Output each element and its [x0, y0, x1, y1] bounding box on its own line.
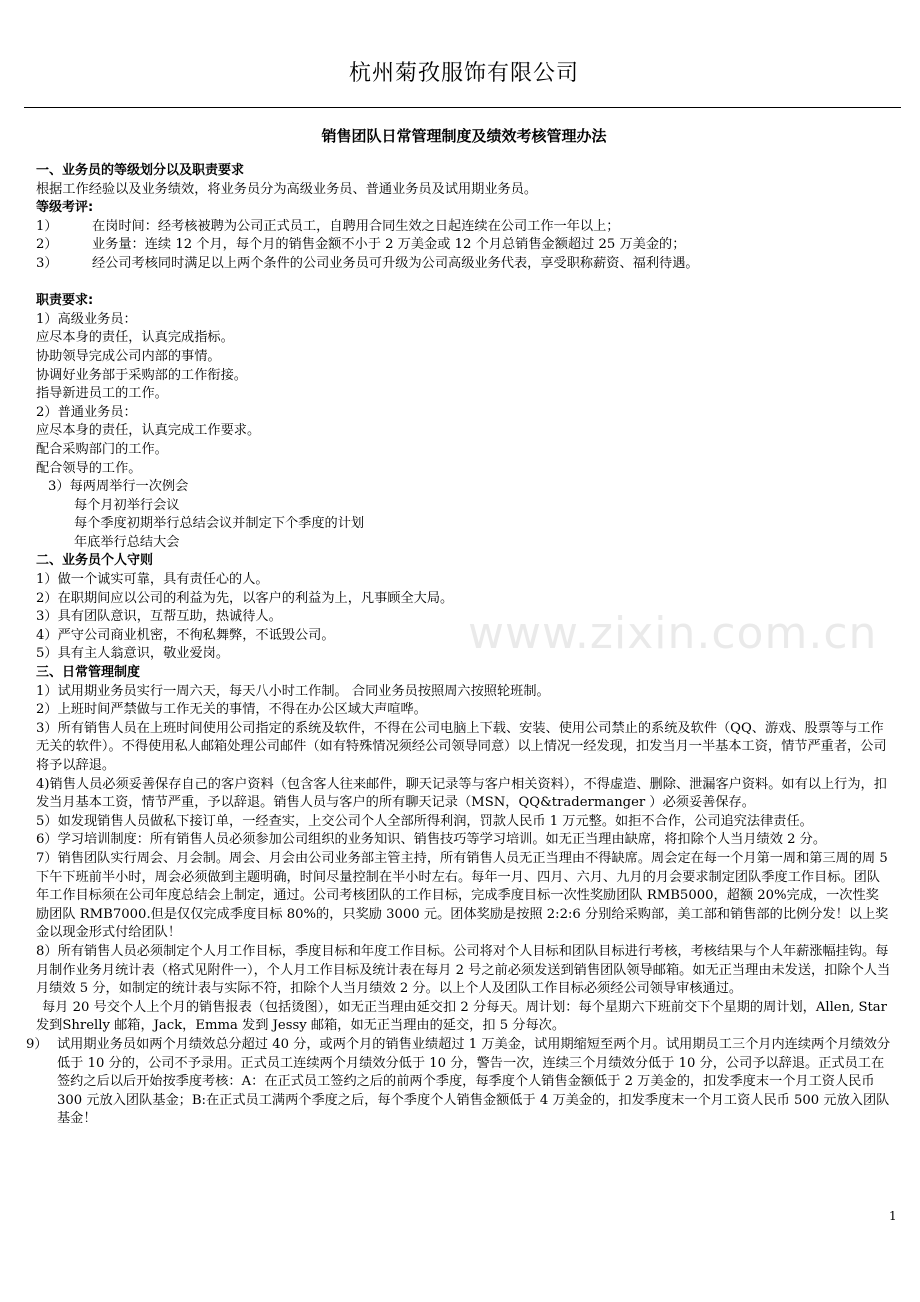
subheading: 职责要求: — [36, 293, 94, 309]
list-item: 每个季度初期举行总结会议并制定下个季度的计划 — [74, 516, 365, 532]
list-item: 应尽本身的责任，认真完成指标。 — [36, 330, 234, 346]
item-text: 业务量：连续 12 个月，每个月的销售金额不小于 2 万美金或 12 个月总销售金额超过 25 万美金的； — [92, 237, 686, 253]
document-body — [26, 162, 892, 1129]
list-item: 3）所有销售人员在上班时间使用公司指定的系统及软件，不得在公司电脑上下载、安装、使用公司禁止的系统及软件（QQ、游戏、股票等与工作无关的软件）。不得使用私人邮箱处理公司邮件（如有特殊情况须经公司领导同意）以上情况一经发现，扣发当月一半基本工资，情节严重者，公司将予以辞退。 — [36, 720, 887, 773]
list-item: 3）每两周举行一次例会 — [48, 479, 189, 495]
list-item: 4）严守公司商业机密，不徇私舞弊，不诋毁公司。 — [36, 627, 335, 643]
document-title: 销售团队日常管理制度及绩效考核管理办法 — [321, 127, 607, 145]
list-item: 协调好业务部于采购部的工作衔接。 — [36, 367, 247, 383]
section-heading: 二、业务员个人守则 — [36, 553, 154, 569]
list-item: 协助领导完成公司内部的事情。 — [36, 348, 221, 364]
list-item: 8）所有销售人员必须制定个人月工作目标，季度目标和年度工作目标。公司将对个人目标和团队目标进行考核，考核结果与个人年薪涨幅挂钩。每月制作业务月统计表（格式见附件一），个人月工作目标及统计表在每月 2 号之前必须发送到销售团队领导邮箱。如无正当理由未发送，扣除个人当月绩效 5 分，如制定的统计表与实际不符，扣除个人当月绩效 2 分。以上个人及团队工作目标必须经公司领导审核通过。 — [36, 943, 891, 997]
list-item: 每月 20 号交个人上个月的销售报表（包括烫图），如无正当理由延交扣 2 分每天。周计划：每个星期六下班前交下个星期的周计划，Allen, Star 发到Shrelly 邮箱，Jack，Emma 发到 Jessy 邮箱，如无正当理由的延交，扣 5 分每次。 — [36, 999, 887, 1034]
item-text: 试用期业务员如两个月绩效总分超过 40 分，或两个月的销售业绩超过 1 万美金，试用期缩短至两个月。试用期员工三个月内连续两个月绩效分低于 10 分的，公司不予录用。正式员工连续两个月绩效分低于 10 分，警告一次，连续三个月绩效分低于 10 分，公司予以辞退。正式员工在签约之后以后开始按季度考核：A：在正式员工签约之后的前两个季度，每季度个人销售金额低于 2 万美金的，扣发季度末一个月工资人民币 300 元放入团队基金；B:在正式员工满两个季度之后，每个季度个人销售金额低于 4 万美金的，扣发季度末一个月工资人民币 500 元放入团队基金！ — [57, 1036, 891, 1127]
list-item: 5）具有主人翁意识，敬业爱岗。 — [36, 646, 230, 662]
list-item — [36, 236, 892, 255]
item-text: 经公司考核同时满足以上两个条件的公司业务员可升级为公司高级业务代表，享受职称薪资、福利待遇。 — [92, 255, 699, 271]
list-item — [36, 218, 892, 237]
list-item: 3）具有团队意识，互帮互助，热诚待人。 — [36, 609, 282, 625]
section-heading: 一、业务员的等级划分以及职责要求 — [36, 163, 245, 178]
list-item: 5）如发现销售人员做私下接订单，一经查实，上交公司个人全部所得利润，罚款人民币 1 万元整。如拒不合作，公司追究法律责任。 — [36, 813, 813, 829]
list-item: 2）上班时间严禁做与工作无关的事情，不得在办公区域大声喧哗。 — [36, 702, 427, 718]
watermark: www.zixin.com.cn — [468, 608, 878, 659]
list-item: 每个月初举行会议 — [74, 497, 180, 513]
company-name: 杭州菊孜服饰有限公司 — [348, 61, 579, 86]
subheading: 等级考评: — [36, 200, 94, 216]
list-item: 7）销售团队实行周会、月会制。周会、月会由公司业务部主管主持，所有销售人员无正当理由不得缺席。周会定在每一个月第一周和第三周的周 5 下午下班前半小时，周会必须做到主题明确，时间尽量控制在半小时左右。每年一月、四月、六月、九月的月会要求制定团队季度工作目标。团队年工作目标须在公司年度总结会上制定，通过。公司考核团队的工作目标，完成季度目标一次性奖励团队 RMB5000，超额 20%完成，一次性奖励团队 RMB7000.但是仅仅完成季度目标 80%的，只奖励 3000 元。团体奖励是按照 2:2:6 分别给采购部，美工部和销售部的比例分发！以上奖金以现金形式付给团队！ — [36, 850, 889, 941]
list-item: 2）普通业务员： — [36, 404, 137, 420]
item-number: 1） — [36, 218, 58, 234]
list-item: 年底举行总结大会 — [74, 534, 180, 550]
list-item: 6）学习培训制度：所有销售人员必须参加公司组织的业务知识、销售技巧等学习培训。如无正当理由缺席，将扣除个人当月绩效 2 分。 — [36, 832, 827, 848]
page-number: 1 — [889, 1209, 897, 1223]
list-item: 指导新进员工的工作。 — [36, 386, 168, 402]
list-item: 1）高级业务员： — [36, 311, 137, 327]
list-item: 配合采购部门的工作。 — [36, 441, 168, 457]
list-item: 1）做一个诚实可靠，具有责任心的人。 — [36, 572, 269, 588]
list-item: 配合领导的工作。 — [36, 460, 142, 476]
list-item: 2）在职期间应以公司的利益为先，以客户的利益为上，凡事顾全大局。 — [36, 590, 454, 606]
section-heading: 三、日常管理制度 — [36, 665, 141, 681]
item-number: 3） — [36, 255, 58, 271]
list-item — [26, 1036, 892, 1129]
item-number: 9） — [26, 1036, 48, 1052]
paragraph: 根据工作经验以及业务绩效，将业务员分为高级业务员、普通业务员及试用期业务员。 — [36, 181, 538, 197]
list-item: 1）试用期业务员实行一周六天，每天八小时工作制。 合同业务员按照周六按照轮班制。 — [36, 683, 550, 699]
item-number: 2） — [36, 237, 58, 253]
item-text: 在岗时间：经考核被聘为公司正式员工，自聘用合同生效之日起连续在公司工作一年以上； — [92, 218, 620, 234]
header-divider — [24, 107, 901, 108]
list-item: 4)销售人员必须妥善保存自己的客户资料（包含客人往来邮件，聊天记录等与客户相关资料），不得虚造、删除、泄漏客户资料。如有以上行为，扣发当月基本工资，情节严重，予以辞退。销售人员与客户的所有聊天记录（MSN，QQ&tradermanger ）必须妥善保存。 — [36, 776, 887, 811]
list-item: 应尽本身的责任，认真完成工作要求。 — [36, 423, 261, 439]
list-item — [36, 255, 892, 274]
